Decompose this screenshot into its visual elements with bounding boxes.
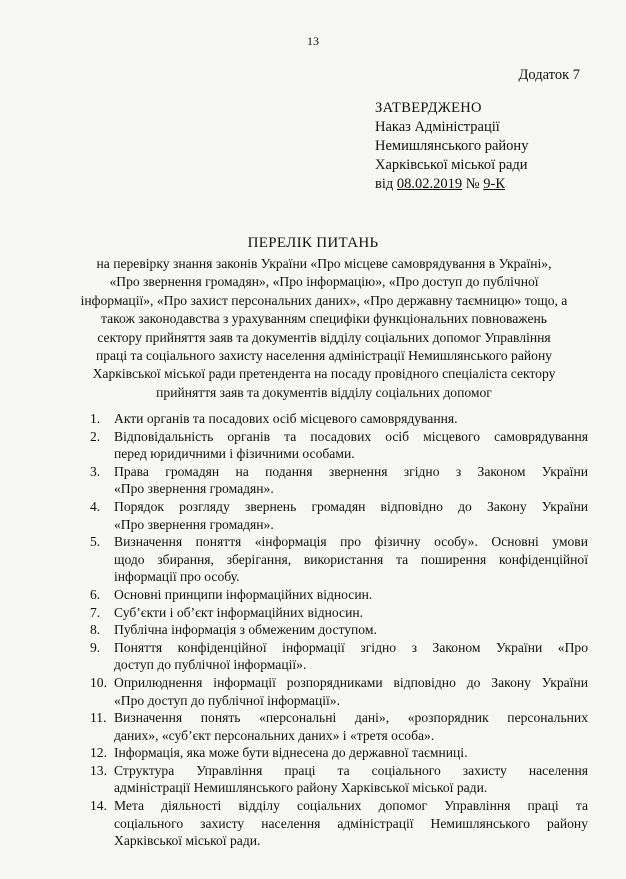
question-item bbox=[90, 762, 588, 797]
question-item bbox=[90, 797, 588, 850]
question-text: Поняття конфіденційної інформації згідно з Законом України «Про bbox=[114, 639, 588, 655]
question-text: інформації про особу. bbox=[114, 569, 240, 585]
question-number: 11. bbox=[90, 710, 107, 726]
approval-date: 08.02.2019 bbox=[396, 176, 463, 192]
question-text: щодо збирання, зберігання, використання та поширення конфіденційної bbox=[114, 551, 588, 567]
question-number: 2. bbox=[90, 428, 101, 444]
question-item bbox=[90, 621, 588, 639]
question-text: Основні принципи інформаційних відносин. bbox=[114, 586, 373, 602]
approval-council: Харківської міської ради bbox=[375, 157, 528, 173]
question-text: Визначення поняття «інформація про фізичну особу». Основні умови bbox=[114, 534, 588, 550]
question-text: Харківської міської ради. bbox=[114, 833, 261, 849]
question-text: «Про звернення громадян». bbox=[114, 481, 274, 497]
annex-label: Додаток 7 bbox=[518, 67, 580, 83]
approval-date-line bbox=[375, 175, 528, 194]
question-text: «Про звернення громадян». bbox=[114, 516, 274, 532]
question-text: Мета діяльності відділу соціальних допомог Управління праці та bbox=[114, 798, 588, 814]
question-item bbox=[90, 410, 588, 428]
question-item bbox=[90, 674, 588, 709]
questions-list bbox=[90, 410, 588, 850]
question-text: Структура Управління праці та соціального захисту населення bbox=[114, 762, 588, 778]
question-item bbox=[90, 744, 588, 762]
question-text: Акти органів та посадових осіб місцевого самоврядування. bbox=[114, 411, 458, 426]
question-number: 7. bbox=[90, 604, 101, 620]
question-number: 6. bbox=[90, 586, 101, 602]
question-number: 10. bbox=[90, 674, 107, 690]
question-item bbox=[90, 586, 588, 604]
question-number: 3. bbox=[90, 463, 101, 479]
question-text: Суб’єкти і об’єкт інформаційних відносин. bbox=[114, 604, 364, 620]
question-item bbox=[90, 533, 588, 586]
approval-title: ЗАТВЕРДЖЕНО bbox=[375, 100, 482, 116]
subtitle-line: сектору прийняття заяв та документів відділу соціальних допомог Управління bbox=[97, 329, 551, 345]
page-number: 13 bbox=[307, 34, 319, 48]
subtitle-line: «Про звернення громадян», «Про інформацію», «Про доступ до публічної bbox=[109, 274, 539, 290]
document-heading: ПЕРЕЛІК ПИТАНЬ bbox=[247, 235, 379, 251]
subtitle-line: праці та соціального захисту населення адміністрації Немишлянського району bbox=[95, 348, 553, 364]
question-text: адміністрації Немишлянського району Харківської міської ради. bbox=[114, 780, 488, 796]
question-number: 9. bbox=[90, 639, 101, 655]
question-text: Порядок розгляду звернень громадян відповідно до Закону України bbox=[114, 498, 588, 514]
approval-number-prefix: № bbox=[462, 176, 484, 192]
question-text: Оприлюднення інформації розпорядниками відповідно до Закону України bbox=[114, 674, 588, 690]
question-item bbox=[90, 639, 588, 674]
question-text: Публічна інформація з обмеженим доступом. bbox=[114, 622, 377, 638]
question-text: Права громадян на подання звернення згідно з Законом України bbox=[114, 463, 588, 479]
question-number: 8. bbox=[90, 622, 101, 638]
approval-date-prefix: від bbox=[375, 176, 397, 192]
approval-number: 9-К bbox=[483, 176, 505, 192]
question-text: Визначення понять «персональні дані», «розпорядник персональних bbox=[114, 710, 588, 726]
question-item bbox=[90, 709, 588, 744]
question-number: 5. bbox=[90, 534, 101, 550]
approval-block bbox=[375, 99, 528, 194]
subtitle-line: Харківської міської ради претендента на посаду провідного спеціаліста сектору bbox=[92, 366, 556, 382]
question-item bbox=[90, 604, 588, 622]
question-text: Відповідальність органів та посадових осіб місцевого самоврядування bbox=[114, 428, 588, 444]
subtitle-line: на перевірку знання законів України «Про місцеве самоврядування в Україні», bbox=[96, 256, 552, 271]
question-number: 1. bbox=[90, 411, 101, 426]
question-text: перед юридичними і фізичними особами. bbox=[114, 446, 355, 462]
question-item bbox=[90, 498, 588, 533]
question-number: 14. bbox=[90, 798, 107, 814]
question-number: 4. bbox=[90, 498, 101, 514]
question-number: 13. bbox=[90, 762, 107, 778]
subtitle-line: прийняття заяв та документів відділу соціальних допомог bbox=[156, 384, 492, 400]
question-text: Інформація, яка може бути віднесена до державної таємниці. bbox=[114, 745, 468, 761]
question-number: 12. bbox=[90, 745, 107, 761]
document-subtitle bbox=[66, 255, 582, 402]
question-text: даних», «суб’єкт персональних даних» і «третя особа». bbox=[114, 727, 435, 743]
subtitle-line: інформації», «Про захист персональних даних», «Про державну таємницю» тощо, а bbox=[80, 292, 568, 308]
question-text: доступ до публічної інформації». bbox=[114, 657, 307, 673]
question-text: «Про доступ до публічної інформації». bbox=[114, 692, 340, 708]
question-text: соціального захисту населення адміністрації Немишлянського району bbox=[114, 815, 588, 831]
question-item bbox=[90, 463, 588, 498]
question-item bbox=[90, 428, 588, 463]
approval-order: Наказ Адміністрації bbox=[375, 119, 500, 135]
approval-district: Немишлянського району bbox=[375, 138, 529, 154]
subtitle-line: також законодавства з урахуванням специфіки функціональних повноважень bbox=[100, 311, 548, 327]
